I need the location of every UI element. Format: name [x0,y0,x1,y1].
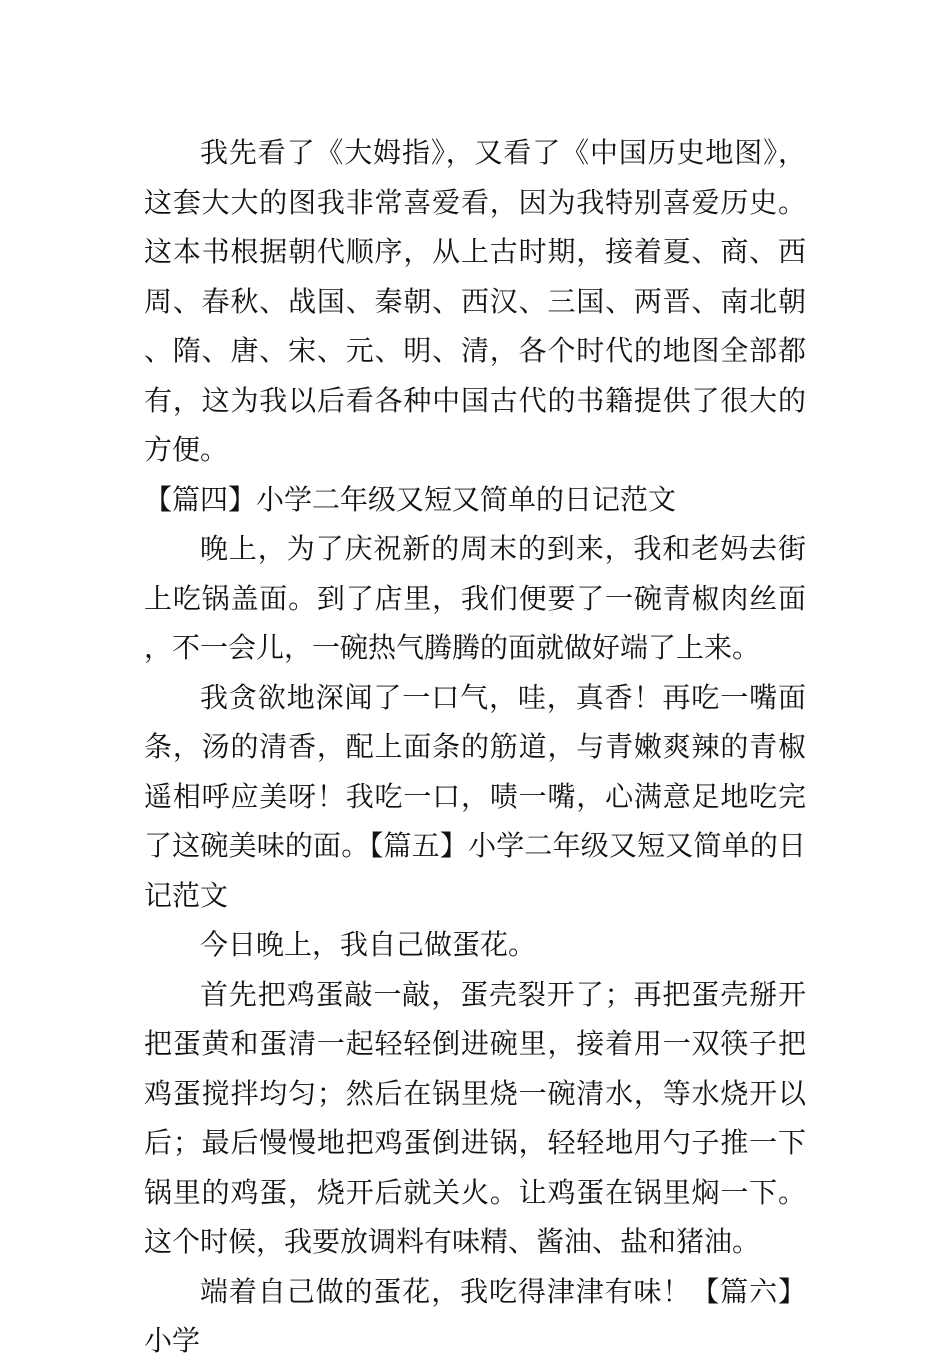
paragraph-egg-intro: 今日晚上，我自己做蛋花。 [200,928,537,961]
paragraph-history-atlas: 我先看了《大姆指》，又看了《中国历史地图》，这套大大的图我非常喜爱看，因为我特别喜爱历史。这本书根据朝代顺序，从上古时期，接着夏、商、西周、春秋、战国、秦朝、西汉、三国、两晋、南北朝、隋、唐、宋、元、明、清，各个时代的地图全部都有，这为我以后看各种中国古代的书籍提供了很大的方便。 [144,136,806,466]
paragraph-egg-ending: 端着自己做的蛋花，我吃得津津有味！【篇六】小学 [144,1274,806,1357]
paragraph-noodles-intro: 晚上，为了庆祝新的周末的到来，我和老妈去街上吃锅盖面。到了店里，我们便要了一碗青椒肉丝面，不一会儿，一碗热气腾腾的面就做好端了上来。 [144,532,806,664]
section-heading-part-four: 【篇四】小学二年级又短又简单的日记范文 [144,482,677,516]
paragraph-noodles-taste: 我贪欲地深闻了一口气，哇，真香！再吃一嘴面条，汤的清香，配上面条的筋道，与青嫩爽辣的青椒遥相呼应美呀！我吃一口，啧一嘴，心满意足地吃完了这碗美味的面。【篇五】小学二年级又短又简单的日记范文 [144,680,806,912]
paragraph-egg-steps: 首先把鸡蛋敲一敲，蛋壳裂开了；再把蛋壳掰开把蛋黄和蛋清一起轻轻倒进碗里，接着用一双筷子把鸡蛋搅拌均匀；然后在锅里烧一碗清水，等水烧开以后；最后慢慢地把鸡蛋倒进锅，轻轻地用勺子推一下锅里的鸡蛋，烧开后就关火。让鸡蛋在锅里焖一下。这个时候，我要放调料有味精、酱油、盐和猪油。 [144,977,806,1258]
document-page [144,128,806,1366]
